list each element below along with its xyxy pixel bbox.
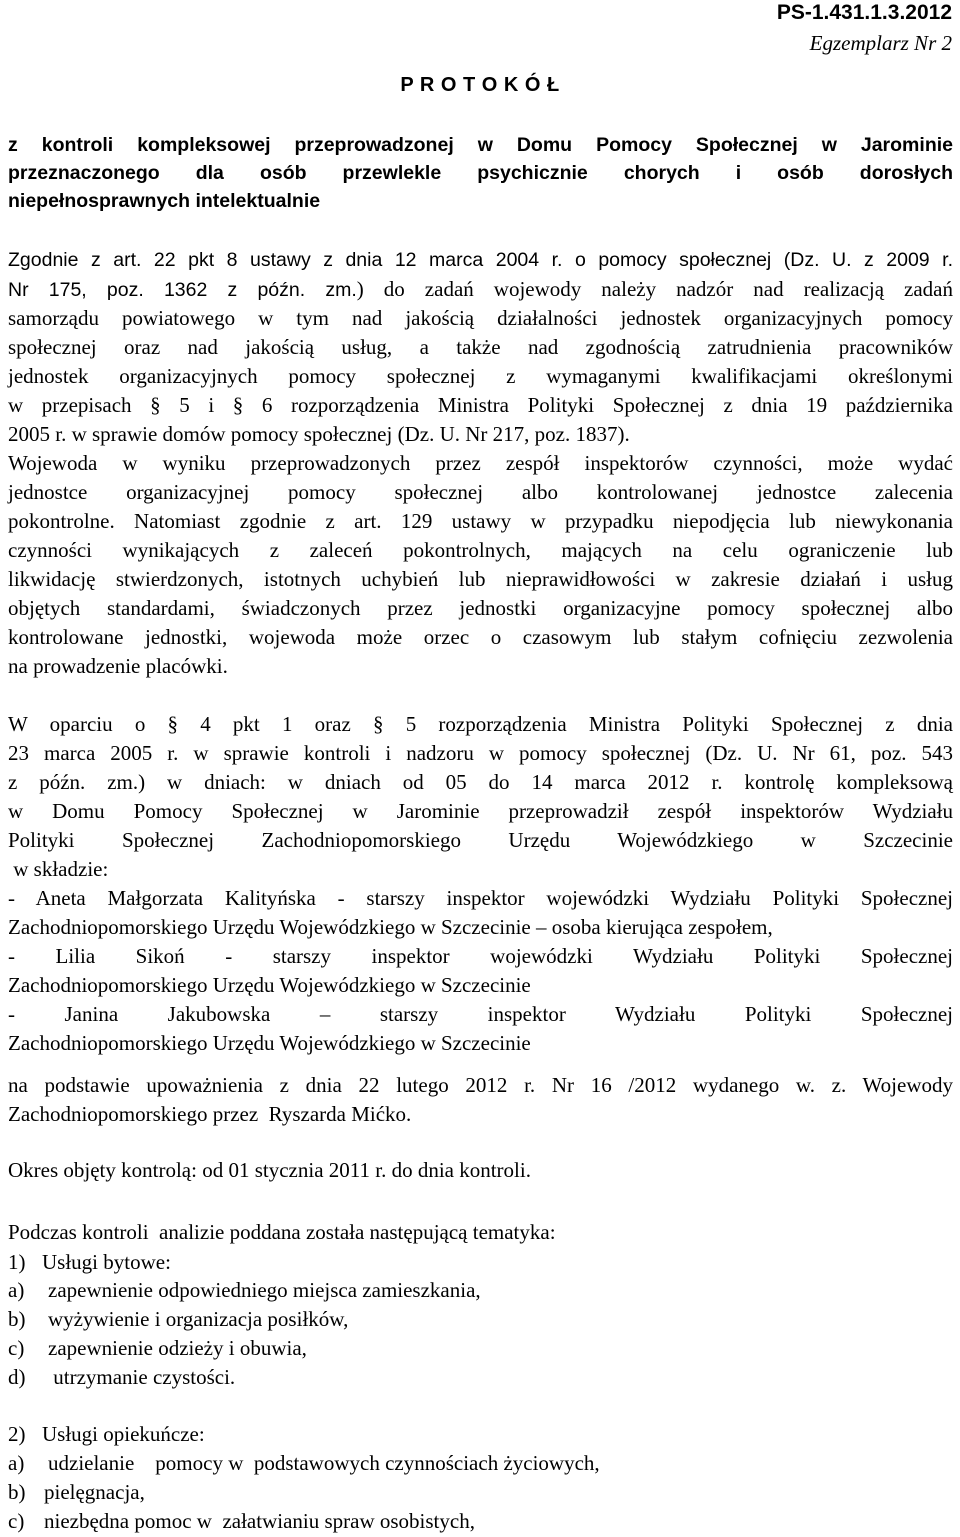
topics-intro-text: Podczas kontroli analizie poddana została następującą tematyka: <box>8 1220 556 1244</box>
authorization-line: Zachodniopomorskiego przez Ryszarda Mićko. <box>8 1102 412 1126</box>
recommendations-line: pokontrolne. Natomiast zgodnie z art. 129 ustawy w przypadku niepodjęcia lub niewykonania <box>8 509 953 533</box>
list-item <box>8 1478 145 1506</box>
legal-line-part: ) do zadań wojewody należy nadzór nad realizacją zadań <box>356 276 954 301</box>
item-text: pielęgnacja, <box>44 1480 145 1504</box>
copy-number-label: Egzemplarz Nr 2 <box>809 31 952 55</box>
legal-basis-paragraph <box>8 246 953 304</box>
document-subject <box>8 131 953 215</box>
inspection-line: w Domu Pomocy Społecznej w Jarominie przeprowadził zespół inspektorów Wydziału <box>8 799 953 823</box>
section-heading-2 <box>8 1420 205 1448</box>
section-heading-1 <box>8 1248 171 1276</box>
inspection-paragraph <box>8 710 953 1058</box>
legal-line: samorządu powiatowego w tym nad jakością działalności jednostek organizacyjnych pomocy <box>8 306 953 330</box>
recommendations-line: kontrolowane jednostki, wojewoda może orzec o czasowym lub stałym cofnięciu zezwolenia <box>8 625 953 649</box>
legal-line: 2005 r. w sprawie domów pomocy społecznej (Dz. U. Nr 217, poz. 1837). <box>8 422 630 446</box>
recommendations-line: objętych standardami, świadczonych przez jednostki organizacyjne pomocy społecznej albo <box>8 596 953 620</box>
inspection-line: Polityki Społecznej Zachodniopomorskiego Urzędu Wojewódzkiego w Szczecinie <box>8 828 953 852</box>
section-label: Usługi bytowe: <box>42 1250 171 1274</box>
item-marker: b) <box>8 1307 26 1331</box>
inspection-line: 23 marca 2005 r. w sprawie kontroli i nadzoru w pomocy społecznej (Dz. U. Nr 61, poz. 543 <box>8 741 953 765</box>
item-text: wyżywienie i organizacja posiłków, <box>48 1307 349 1331</box>
document-title: P R O T O K Ó Ł <box>400 74 560 96</box>
item-marker: d) <box>8 1365 26 1389</box>
authorization-paragraph <box>8 1071 953 1129</box>
recommendations-paragraph <box>8 449 953 681</box>
legal-line: społecznej oraz nad jakością usług, a także nad zgodnością zatrudnienia pracowników <box>8 335 953 359</box>
document-reference-number: PS-1.431.1.3.2012 <box>776 1 952 24</box>
item-marker: c) <box>8 1509 25 1533</box>
item-text: niezbędna pomoc w załatwianiu spraw osobistych, <box>44 1509 475 1533</box>
team-member-line: - Janina Jakubowska – starszy inspektor Wydziału Polityki Społecznej <box>8 1002 953 1026</box>
authorization-line: na podstawie upoważnienia z dnia 22 lutego 2012 r. Nr 16 /2012 wydanego w. z. Wojewody <box>8 1073 953 1097</box>
inspection-period-text: Okres objęty kontrolą: od 01 stycznia 2011 r. do dnia kontroli. <box>8 1158 531 1182</box>
subject-line: niepełnosprawnych intelektualnie <box>8 190 321 212</box>
inspection-line: W oparciu o § 4 pkt 1 oraz § 5 rozporządzenia Ministra Polityki Społecznej z dnia <box>8 712 953 736</box>
recommendations-line: likwidację stwierdzonych, istotnych uchybień lub nieprawidłowości w zakresie działań i usług <box>8 567 953 591</box>
section-label: Usługi opiekuńcze: <box>42 1422 205 1446</box>
item-marker: b) <box>8 1480 26 1504</box>
subject-line: z kontroli kompleksowej przeprowadzonej w Domu Pomocy Społecznej w Jarominie <box>8 134 953 156</box>
inspection-period <box>8 1156 953 1185</box>
item-marker: c) <box>8 1336 25 1360</box>
legal-basis-continuation <box>8 304 953 449</box>
list-item <box>8 1363 235 1391</box>
team-member-line: Zachodniopomorskiego Urzędu Wojewódzkiego w Szczecinie – osoba kierująca zespołem, <box>8 915 773 939</box>
inspection-line: z późn. zm.) w dniach: w dniach od 05 do 14 marca 2012 r. kontrolę kompleksową <box>8 770 953 794</box>
team-member-line: Zachodniopomorskiego Urzędu Wojewódzkiego w Szczecinie <box>8 1031 531 1055</box>
topics-intro <box>8 1218 953 1247</box>
legal-line-mixed <box>8 275 953 305</box>
recommendations-line: jednostce organizacyjnej pomocy społecznej albo kontrolowanej jednostce zalecenia <box>8 480 953 504</box>
item-marker: a) <box>8 1278 25 1302</box>
list-item <box>8 1334 307 1362</box>
list-item <box>8 1507 475 1535</box>
item-text: zapewnienie odpowiedniego miejsca zamieszkania, <box>48 1278 481 1302</box>
list-item <box>8 1449 600 1477</box>
legal-line-part: Nr 175, poz. 1362 z późn. zm. <box>8 278 357 301</box>
list-item <box>8 1276 481 1304</box>
subject-line: przeznaczonego dla osób przewlekle psychicznie chorych i osób dorosłych <box>8 162 953 184</box>
legal-line: jednostek organizacyjnych pomocy społecznej z wymaganymi kwalifikacjami określonymi <box>8 364 953 388</box>
section-marker: 2) <box>8 1422 26 1446</box>
recommendations-line: na prowadzenie placówki. <box>8 654 228 678</box>
team-member-line: - Aneta Małgorzata Kalityńska - starszy inspektor wojewódzki Wydziału Polityki Społecznej <box>8 886 953 910</box>
recommendations-line: czynności wynikających z zaleceń pokontrolnych, mających na celu ograniczenie lub <box>8 538 953 562</box>
item-marker: a) <box>8 1451 25 1475</box>
inspection-line: w składzie: <box>8 857 109 881</box>
list-item <box>8 1305 348 1333</box>
team-member-line: Zachodniopomorskiego Urzędu Wojewódzkiego w Szczecinie <box>8 973 531 997</box>
legal-line: w przepisach § 5 i § 6 rozporządzenia Ministra Polityki Społecznej z dnia 19 października <box>8 393 953 417</box>
item-text: udzielanie pomocy w podstawowych czynnościach życiowych, <box>48 1451 600 1475</box>
item-text: utrzymanie czystości. <box>48 1365 236 1389</box>
legal-line: Zgodnie z art. 22 pkt 8 ustawy z dnia 12 marca 2004 r. o pomocy społecznej (Dz. U. z 2009 r. <box>8 249 953 271</box>
section-marker: 1) <box>8 1250 26 1274</box>
team-member-line: - Lilia Sikoń - starszy inspektor wojewódzki Wydziału Polityki Społecznej <box>8 944 953 968</box>
item-text: zapewnienie odzieży i obuwia, <box>48 1336 307 1360</box>
recommendations-line: Wojewoda w wyniku przeprowadzonych przez zespół inspektorów czynności, może wydać <box>8 451 953 475</box>
